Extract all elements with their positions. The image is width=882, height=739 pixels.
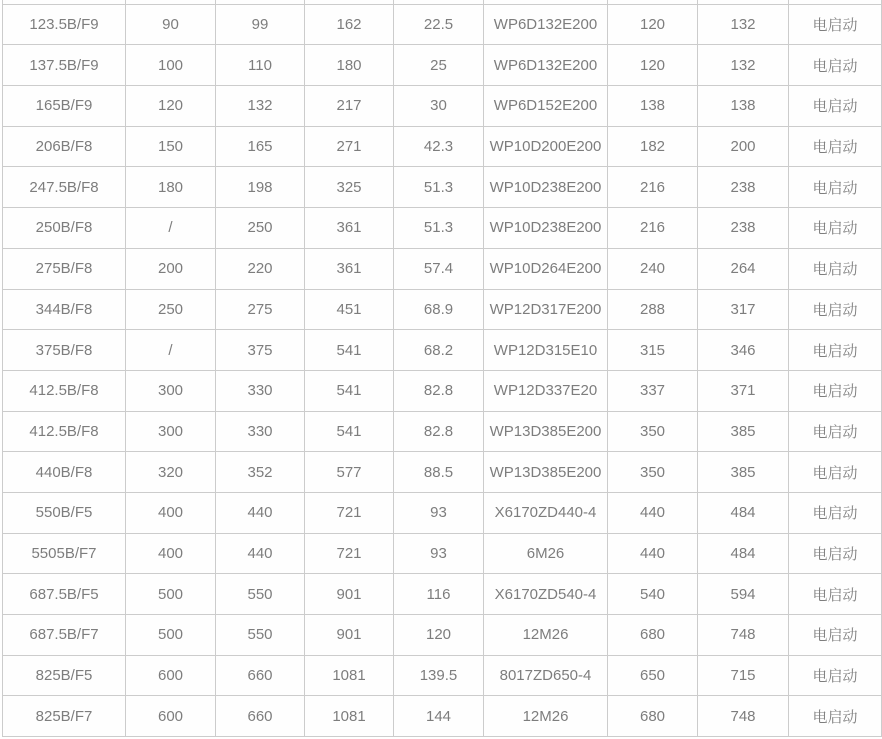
cell-value-2: 165 — [216, 126, 305, 167]
cell-value-4: 51.3 — [394, 208, 484, 249]
cell-value-3: 541 — [305, 330, 394, 371]
cell-value-6: 371 — [698, 370, 789, 411]
cell-engine-model: 6M26 — [484, 533, 608, 574]
cell-value-4: 82.8 — [394, 370, 484, 411]
cell-value-6: 317 — [698, 289, 789, 330]
cell-start-mode: 电启动 — [789, 574, 882, 615]
cell-value-2: 550 — [216, 574, 305, 615]
cell-engine-model: WP12D337E20 — [484, 370, 608, 411]
cell-value-4: 68.2 — [394, 330, 484, 371]
cell-value-3: 901 — [305, 615, 394, 656]
cell-start-mode: 电启动 — [789, 411, 882, 452]
cell-value-4: 88.5 — [394, 452, 484, 493]
cell-value-4: 25 — [394, 45, 484, 86]
cell-value-2: 440 — [216, 533, 305, 574]
cell-start-mode: 电启动 — [789, 330, 882, 371]
cell-value-1: 600 — [126, 655, 216, 696]
table-row — [3, 655, 882, 696]
cell-model: 247.5B/F8 — [3, 167, 126, 208]
cell-value-2: 132 — [216, 86, 305, 127]
cell-value-4: 51.3 — [394, 167, 484, 208]
cell-engine-model: X6170ZD540-4 — [484, 574, 608, 615]
cell-start-mode: 电启动 — [789, 45, 882, 86]
cell-value-5: 680 — [608, 696, 698, 737]
cell-start-mode: 电启动 — [789, 289, 882, 330]
cell-value-2: 550 — [216, 615, 305, 656]
cell-value-5: 350 — [608, 411, 698, 452]
cell-value-4: 68.9 — [394, 289, 484, 330]
table-row — [3, 533, 882, 574]
cell-engine-model: WP6D152E200 — [484, 86, 608, 127]
cell-value-1: 90 — [126, 4, 216, 45]
table-row — [3, 248, 882, 289]
cell-model: 825B/F7 — [3, 696, 126, 737]
cell-value-6: 346 — [698, 330, 789, 371]
cell-value-2: 660 — [216, 655, 305, 696]
cell-engine-model: WP10D200E200 — [484, 126, 608, 167]
cell-value-6: 132 — [698, 45, 789, 86]
cell-start-mode: 电启动 — [789, 126, 882, 167]
cell-model: 375B/F8 — [3, 330, 126, 371]
cell-engine-model: WP6D132E200 — [484, 45, 608, 86]
cell-value-6: 748 — [698, 696, 789, 737]
cell-engine-model: WP13D385E200 — [484, 411, 608, 452]
table-row — [3, 330, 882, 371]
cell-engine-model: 12M26 — [484, 615, 608, 656]
cell-value-1: 400 — [126, 533, 216, 574]
table-row — [3, 615, 882, 656]
cell-value-3: 901 — [305, 574, 394, 615]
cell-engine-model: WP12D315E10 — [484, 330, 608, 371]
cell-value-6: 238 — [698, 208, 789, 249]
cell-value-6: 484 — [698, 492, 789, 533]
table-row — [3, 126, 882, 167]
cell-start-mode: 电启动 — [789, 208, 882, 249]
table-row — [3, 289, 882, 330]
cell-value-1: 250 — [126, 289, 216, 330]
cell-value-3: 1081 — [305, 696, 394, 737]
cell-value-5: 120 — [608, 4, 698, 45]
cell-engine-model: WP10D264E200 — [484, 248, 608, 289]
spec-table — [2, 0, 882, 737]
cell-value-5: 337 — [608, 370, 698, 411]
cell-value-1: 180 — [126, 167, 216, 208]
cell-value-1: 120 — [126, 86, 216, 127]
cell-value-2: 275 — [216, 289, 305, 330]
cell-value-1: 300 — [126, 411, 216, 452]
cell-start-mode: 电启动 — [789, 533, 882, 574]
cell-value-3: 1081 — [305, 655, 394, 696]
cell-value-2: 440 — [216, 492, 305, 533]
table-row — [3, 492, 882, 533]
table-row — [3, 696, 882, 737]
cell-value-2: 250 — [216, 208, 305, 249]
cell-value-2: 220 — [216, 248, 305, 289]
table-row — [3, 411, 882, 452]
cell-value-5: 440 — [608, 533, 698, 574]
table-row — [3, 452, 882, 493]
cell-value-5: 540 — [608, 574, 698, 615]
cell-value-4: 93 — [394, 533, 484, 574]
cell-value-1: 400 — [126, 492, 216, 533]
cell-model: 687.5B/F7 — [3, 615, 126, 656]
cell-value-3: 162 — [305, 4, 394, 45]
cell-value-4: 144 — [394, 696, 484, 737]
cell-value-3: 451 — [305, 289, 394, 330]
cell-value-6: 484 — [698, 533, 789, 574]
cell-model: 250B/F8 — [3, 208, 126, 249]
cell-start-mode: 电启动 — [789, 655, 882, 696]
cell-value-5: 680 — [608, 615, 698, 656]
cell-model: 165B/F9 — [3, 86, 126, 127]
cell-engine-model: WP13D385E200 — [484, 452, 608, 493]
cell-value-6: 385 — [698, 452, 789, 493]
cell-value-3: 721 — [305, 492, 394, 533]
cell-value-5: 120 — [608, 45, 698, 86]
cell-value-2: 330 — [216, 370, 305, 411]
cell-value-6: 200 — [698, 126, 789, 167]
cell-value-1: 600 — [126, 696, 216, 737]
cell-start-mode: 电启动 — [789, 615, 882, 656]
cell-model: 137.5B/F9 — [3, 45, 126, 86]
cell-engine-model: WP6D132E200 — [484, 4, 608, 45]
cell-model: 412.5B/F8 — [3, 370, 126, 411]
cell-model: 5505B/F7 — [3, 533, 126, 574]
cell-value-3: 721 — [305, 533, 394, 574]
cell-value-2: 198 — [216, 167, 305, 208]
cell-start-mode: 电启动 — [789, 492, 882, 533]
cell-value-2: 110 — [216, 45, 305, 86]
cell-value-2: 375 — [216, 330, 305, 371]
cell-engine-model: X6170ZD440-4 — [484, 492, 608, 533]
cell-model: 123.5B/F9 — [3, 4, 126, 45]
cell-start-mode: 电启动 — [789, 4, 882, 45]
cell-value-4: 82.8 — [394, 411, 484, 452]
cell-value-3: 541 — [305, 411, 394, 452]
cell-engine-model: 8017ZD650-4 — [484, 655, 608, 696]
cell-start-mode: 电启动 — [789, 696, 882, 737]
cell-model: 825B/F5 — [3, 655, 126, 696]
cell-start-mode: 电启动 — [789, 452, 882, 493]
cell-start-mode: 电启动 — [789, 86, 882, 127]
cell-value-5: 288 — [608, 289, 698, 330]
cell-value-5: 350 — [608, 452, 698, 493]
cell-value-1: / — [126, 208, 216, 249]
table-row — [3, 167, 882, 208]
cell-value-4: 116 — [394, 574, 484, 615]
cell-value-1: 300 — [126, 370, 216, 411]
cell-value-3: 180 — [305, 45, 394, 86]
cell-value-5: 440 — [608, 492, 698, 533]
cell-model: 206B/F8 — [3, 126, 126, 167]
cell-model: 687.5B/F5 — [3, 574, 126, 615]
cell-value-1: 200 — [126, 248, 216, 289]
cell-value-6: 132 — [698, 4, 789, 45]
table-row — [3, 370, 882, 411]
cell-model: 344B/F8 — [3, 289, 126, 330]
cell-model: 412.5B/F8 — [3, 411, 126, 452]
cell-value-4: 22.5 — [394, 4, 484, 45]
table-row — [3, 208, 882, 249]
cell-value-1: 320 — [126, 452, 216, 493]
table-row — [3, 45, 882, 86]
cell-value-3: 541 — [305, 370, 394, 411]
cell-value-4: 120 — [394, 615, 484, 656]
cell-value-5: 216 — [608, 167, 698, 208]
cell-value-3: 217 — [305, 86, 394, 127]
cell-value-3: 325 — [305, 167, 394, 208]
cell-engine-model: WP10D238E200 — [484, 208, 608, 249]
cell-value-6: 594 — [698, 574, 789, 615]
cell-value-2: 660 — [216, 696, 305, 737]
cell-value-5: 315 — [608, 330, 698, 371]
cell-value-4: 57.4 — [394, 248, 484, 289]
cell-model: 550B/F5 — [3, 492, 126, 533]
cell-value-4: 42.3 — [394, 126, 484, 167]
cell-value-6: 748 — [698, 615, 789, 656]
cell-value-1: 500 — [126, 574, 216, 615]
cell-value-5: 650 — [608, 655, 698, 696]
cell-value-3: 361 — [305, 248, 394, 289]
cell-value-4: 30 — [394, 86, 484, 127]
cell-value-2: 99 — [216, 4, 305, 45]
cell-start-mode: 电启动 — [789, 370, 882, 411]
cell-engine-model: 12M26 — [484, 696, 608, 737]
cell-value-2: 330 — [216, 411, 305, 452]
cell-value-6: 238 — [698, 167, 789, 208]
cell-value-1: 500 — [126, 615, 216, 656]
cell-engine-model: WP12D317E200 — [484, 289, 608, 330]
cell-value-3: 361 — [305, 208, 394, 249]
cell-value-6: 138 — [698, 86, 789, 127]
cell-value-2: 352 — [216, 452, 305, 493]
cell-value-5: 216 — [608, 208, 698, 249]
table-body — [3, 0, 882, 737]
cell-value-1: 100 — [126, 45, 216, 86]
cell-value-1: 150 — [126, 126, 216, 167]
cell-start-mode: 电启动 — [789, 248, 882, 289]
cell-value-6: 715 — [698, 655, 789, 696]
cell-value-4: 93 — [394, 492, 484, 533]
table-row — [3, 86, 882, 127]
cell-engine-model: WP10D238E200 — [484, 167, 608, 208]
cell-value-3: 271 — [305, 126, 394, 167]
cell-value-4: 139.5 — [394, 655, 484, 696]
cell-value-6: 385 — [698, 411, 789, 452]
cell-model: 275B/F8 — [3, 248, 126, 289]
cell-value-5: 138 — [608, 86, 698, 127]
cell-model: 440B/F8 — [3, 452, 126, 493]
cell-value-6: 264 — [698, 248, 789, 289]
cell-value-5: 182 — [608, 126, 698, 167]
cell-start-mode: 电启动 — [789, 167, 882, 208]
cell-value-3: 577 — [305, 452, 394, 493]
cell-value-1: / — [126, 330, 216, 371]
table-row — [3, 574, 882, 615]
table-row — [3, 4, 882, 45]
cell-value-5: 240 — [608, 248, 698, 289]
